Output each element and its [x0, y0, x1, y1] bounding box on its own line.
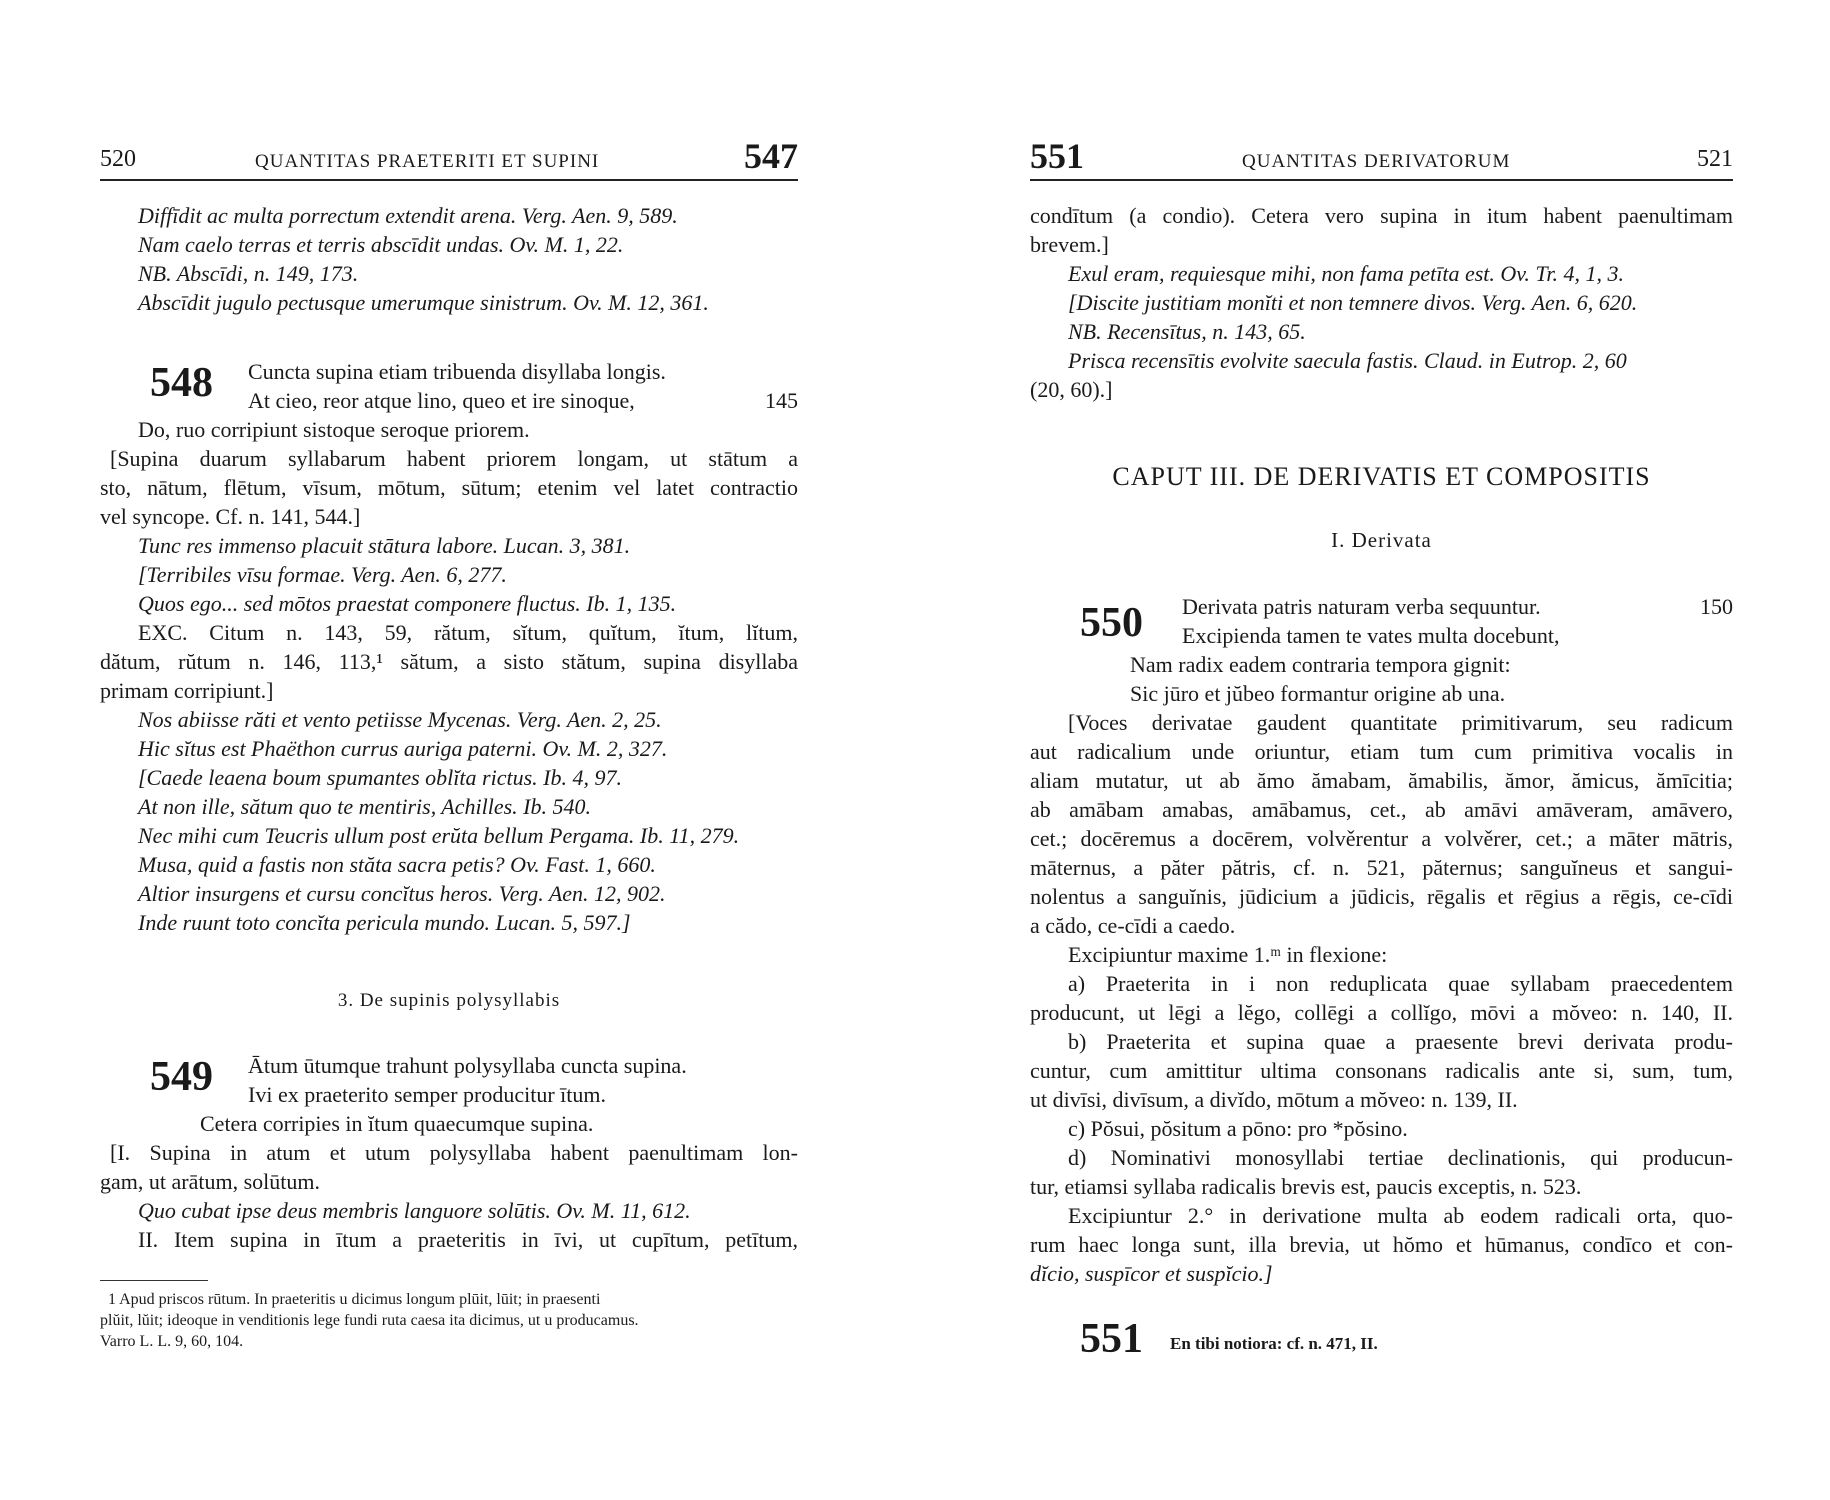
verse-line: Do, ruo corripiunt sistoque seroque priorem.	[138, 417, 530, 442]
text-line: En tibi notiora: cf. n. 471, II.	[1170, 1334, 1378, 1353]
text-line: [Supina duarum syllabarum habent priorem longam, ut stātum a	[110, 446, 798, 471]
text-line: [I. Supina in atum et utum polysyllaba habent paenultimam lon-	[110, 1140, 798, 1165]
verse-line: Derivata patris naturam verba sequuntur.	[1182, 594, 1541, 619]
footnote-line: Varro L. L. 9, 60, 104.	[100, 1333, 244, 1350]
verse-line-number: 150	[1700, 594, 1733, 619]
text-line: Altior insurgens et cursu concĭtus heros. Verg. Aen. 12, 902.	[138, 881, 666, 906]
text-line: d) Nominativi monosyllabi tertiae declinationis, qui producun-	[1068, 1145, 1733, 1170]
running-title: QUANTITAS PRAETERITI ET SUPINI	[255, 151, 600, 172]
chapter-heading: CAPUT III. DE DERIVATIS ET COMPOSITIS	[1112, 462, 1651, 491]
text-line: aut radicalium unde oriuntur, etiam tum cum primitiva vocalis in	[1030, 739, 1733, 764]
text-line: Hic sĭtus est Phaëthon currus auriga paterni. Ov. M. 2, 327.	[138, 736, 668, 761]
text-line: gam, ut arātum, solūtum.	[100, 1169, 320, 1194]
footnote-line: 1 Apud priscos rūtum. In praeteritis u dicimus longum plūit, lūit; in praesenti	[108, 1291, 601, 1308]
right-page-header	[1030, 135, 1733, 181]
text-line: a) Praeterita in i non reduplicata quae syllabam praecedentem	[1068, 971, 1733, 996]
text-line: II. Item supina in ītum a praeteritis in īvi, ut cupītum, petītum,	[138, 1227, 798, 1252]
text-line: Prisca recensītis evolvite saecula fastis. Claud. in Eutrop. 2, 60	[1068, 348, 1627, 373]
section-number-550: 550	[1080, 600, 1143, 646]
text-line: tur, etiamsi syllaba radicalis brevis est, paucis exceptis, n. 523.	[1030, 1174, 1582, 1199]
footnote-rule	[100, 1280, 208, 1281]
text-line: Quos ego... sed mōtos praestat componere fluctus. Ib. 1, 135.	[138, 591, 677, 616]
section-number-551: 551	[1080, 1316, 1143, 1362]
text-line: Quo cubat ipse deus membris languore solūtis. Ov. M. 11, 612.	[138, 1198, 691, 1223]
text-line: NB. Abscīdi, n. 149, 173.	[138, 261, 359, 286]
text-line: Nam caelo terras et terris abscīdit undas. Ov. M. 1, 22.	[138, 232, 624, 257]
text-line: Excipiuntur 2.° in derivatione multa ab eodem radicali orta, quo-	[1068, 1203, 1733, 1228]
text-line: cet.; docēremus a docērem, volvěrentur a volvěrer, cet.; a māter mātris,	[1030, 826, 1733, 851]
verse-line: Cuncta supina etiam tribuenda disyllaba longis.	[248, 359, 666, 384]
text-line: vel syncope. Cf. n. 141, 544.]	[100, 504, 361, 529]
text-line: rum haec longa sunt, illa brevia, ut hŏmo et hūmanus, condīco et con-	[1030, 1232, 1733, 1257]
verse-line: Sic jūro et jŭbeo formantur origine ab una.	[1130, 681, 1506, 706]
text-line: NB. Recensītus, n. 143, 65.	[1068, 319, 1306, 344]
text-line: Musa, quid a fastis non stăta sacra petis? Ov. Fast. 1, 660.	[138, 852, 656, 877]
text-line: [Voces derivatae gaudent quantitate primitivarum, seu radicum	[1068, 710, 1733, 735]
text-line: b) Praeterita et supina quae a praesente brevi derivata produ-	[1068, 1029, 1733, 1054]
subheading: 3. De supinis polysyllabis	[337, 990, 561, 1011]
subheading: I. Derivata	[1331, 528, 1432, 552]
text-line: Inde ruunt toto concĭta pericula mundo. Lucan. 5, 597.]	[138, 910, 631, 935]
left-page-header	[100, 135, 798, 181]
text-line: Nos abiisse răti et vento petiisse Mycenas. Verg. Aen. 2, 25.	[138, 707, 662, 732]
text-line: Exul eram, requiesque mihi, non fama petīta est. Ov. Tr. 4, 1, 3.	[1068, 261, 1625, 286]
page-number: 521	[1697, 146, 1733, 172]
text-line: ut divīsi, divīsum, a divĭdo, mōtum a mŏveo: n. 139, II.	[1030, 1087, 1518, 1112]
text-line: c) Pŏsui, pŏsitum a pōno: pro *pŏsino.	[1068, 1116, 1408, 1141]
verse-line-number: 145	[765, 388, 798, 413]
text-line: dĭcio, suspīcor et suspĭcio.]	[1030, 1261, 1273, 1286]
text-line: aliam mutatur, ut ab ămo ămabam, ămabilis, ămor, ămicus, ămīcitia;	[1030, 768, 1733, 793]
text-line: producunt, ut lēgi a lĕgo, collēgi a collĭgo, mōvi a mŏveo: n. 140, II.	[1030, 1000, 1733, 1025]
text-line: dătum, rŭtum n. 146, 113,¹ sătum, a sisto stătum, supina disyllaba	[100, 649, 798, 674]
verse-line: Excipienda tamen te vates multa docebunt,	[1182, 623, 1560, 648]
running-title: QUANTITAS DERIVATORUM	[1242, 151, 1511, 172]
text-line: cuntur, cum amittitur ultima consonans radicalis ante si, sum, tum,	[1030, 1058, 1733, 1083]
text-line: Excipiuntur maxime 1.ᵐ in flexione:	[1068, 942, 1388, 967]
verse-line: At cieo, reor atque lino, queo et ire sinoque,	[248, 388, 635, 413]
text-line: brevem.]	[1030, 232, 1109, 257]
text-line: [Caede leaena boum spumantes oblĭta rictus. Ib. 4, 97.	[138, 765, 622, 790]
text-line: nolentus a sanguĭnis, jūdicium a jūdicis, rēgalis et rēgius a rēgis, ce-cīdi	[1030, 884, 1733, 909]
text-line: māternus, a păter pătris, cf. n. 521, păternus; sanguĭneus et sangui-	[1030, 855, 1733, 880]
verse-line: Ātum ūtumque trahunt polysyllaba cuncta supina.	[248, 1053, 687, 1078]
text-line: sto, nātum, flētum, vīsum, mōtum, sūtum; etenim vel latet contractio	[100, 475, 798, 500]
text-line: Abscīdit jugulo pectusque umerumque sinistrum. Ov. M. 12, 361.	[138, 290, 709, 315]
section-number-549: 549	[150, 1054, 213, 1100]
text-line: primam corripiunt.]	[100, 678, 274, 703]
section-number-header: 551	[1030, 136, 1084, 176]
section-number-header: 547	[744, 136, 798, 176]
verse-line: Nam radix eadem contraria tempora gignit:	[1130, 652, 1511, 677]
page-number: 520	[100, 146, 136, 172]
text-line: (20, 60).]	[1030, 377, 1113, 402]
verse-line: Cetera corripies in ĭtum quaecumque supina.	[200, 1111, 594, 1136]
text-line: [Terribiles vīsu formae. Verg. Aen. 6, 277.	[138, 562, 507, 587]
text-line: EXC. Citum n. 143, 59, rătum, sĭtum, quĭtum, ĭtum, lĭtum,	[138, 620, 798, 645]
text-line: Tunc res immenso placuit stātura labore. Lucan. 3, 381.	[138, 533, 631, 558]
text-line: condītum (a condio). Cetera vero supina in itum habent paenultimam	[1030, 203, 1733, 228]
section-number-548: 548	[150, 360, 213, 406]
text-line: Diffīdit ac multa porrectum extendit arena. Verg. Aen. 9, 589.	[138, 203, 678, 228]
text-line: ab amābam amabas, amābamus, cet., ab amāvi amāveram, amāvero,	[1030, 797, 1733, 822]
verse-line: Ivi ex praeterito semper producitur ītum.	[248, 1082, 606, 1107]
text-line: Nec mihi cum Teucris ullum post erŭta bellum Pergama. Ib. 11, 279.	[138, 823, 740, 848]
footnote-line: plŭit, lŭit; ideoque in venditionis lege fundi ruta caesa ita dicimus, ut u producamus.	[100, 1312, 639, 1329]
text-line: At non ille, sătum quo te mentiris, Achilles. Ib. 540.	[138, 794, 591, 819]
text-line: a cădo, ce-cīdi a caedo.	[1030, 913, 1236, 938]
text-line: [Discite justitiam monĭti et non temnere divos. Verg. Aen. 6, 620.	[1068, 290, 1638, 315]
